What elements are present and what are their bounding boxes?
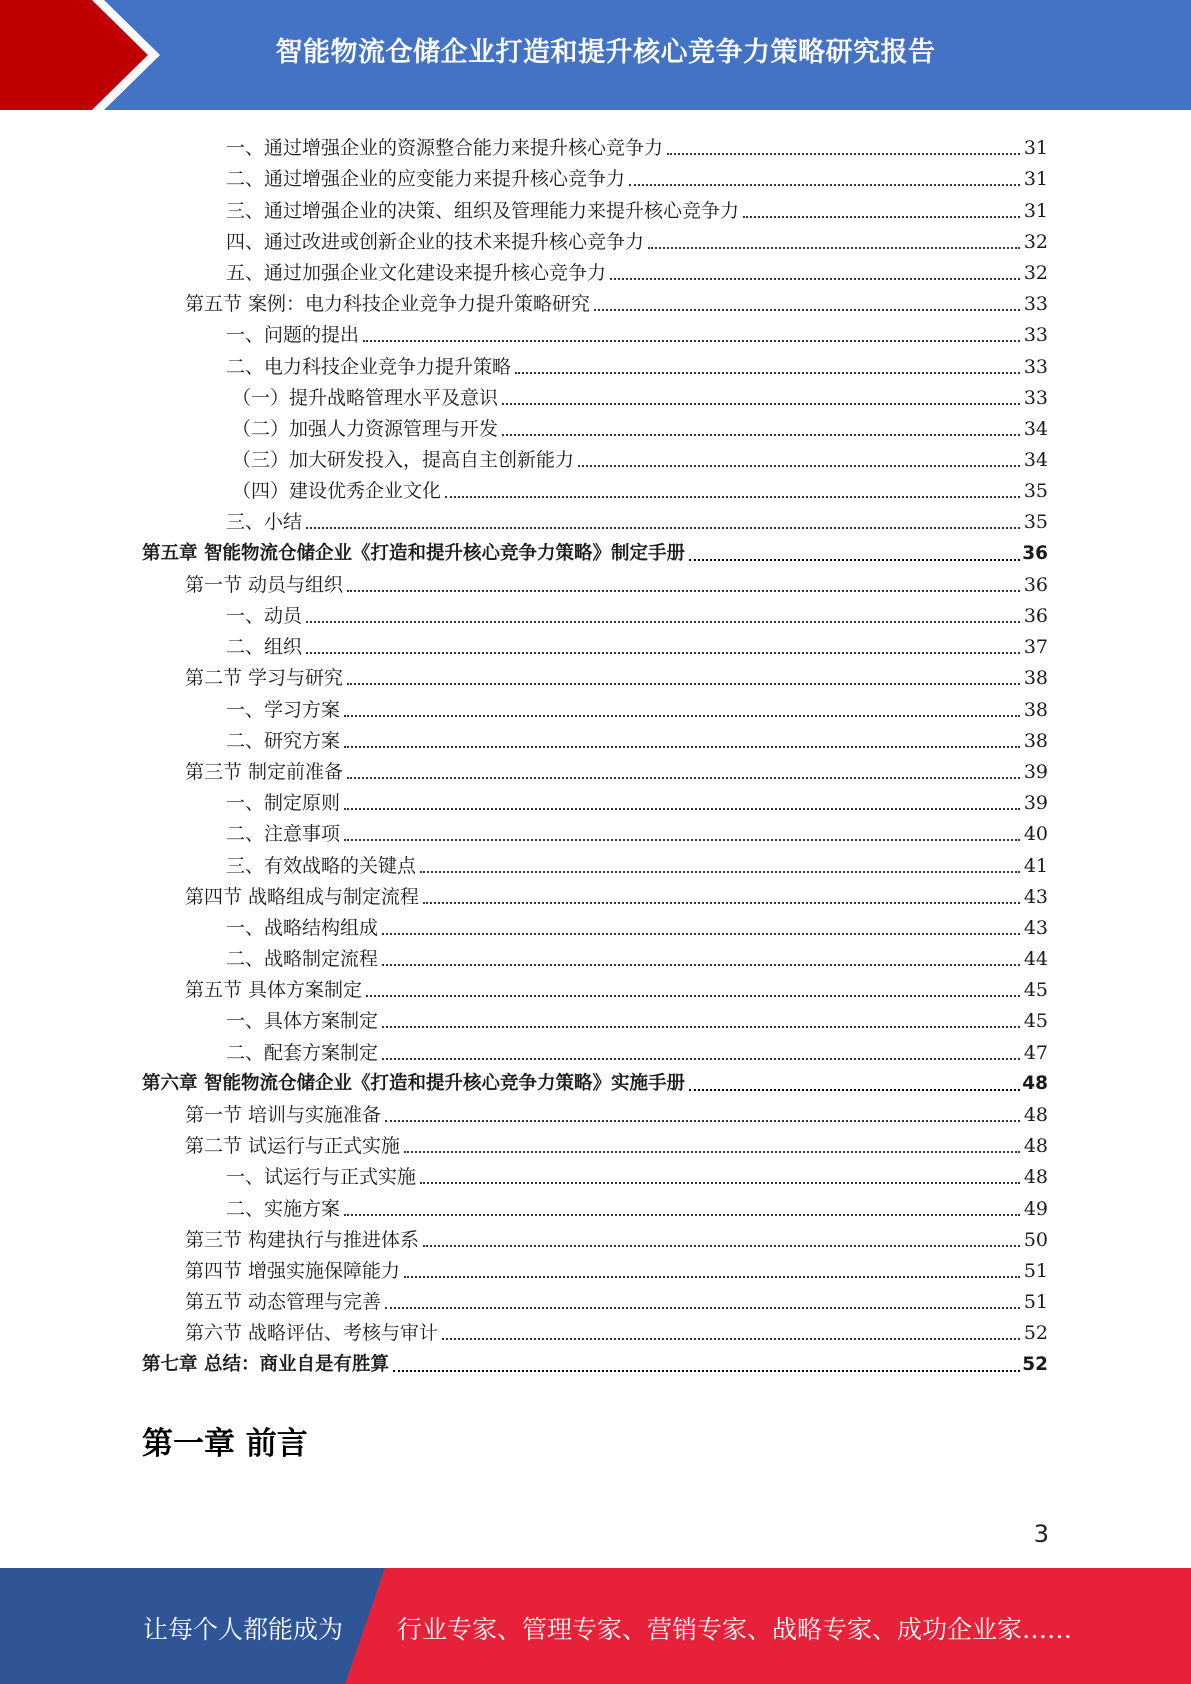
toc-entry-page: 51 xyxy=(1023,1259,1048,1282)
toc-entry-title: 五、通过加强企业文化建设来提升核心竞争力 xyxy=(226,261,607,284)
toc-entry-page: 34 xyxy=(1023,417,1048,440)
toc-entry[interactable] xyxy=(0,721,1191,752)
toc-entry-title: 第五节 案例：电力科技企业竞争力提升策略研究 xyxy=(185,293,591,316)
toc-entry-title: 第六章 智能物流仓储企业《打造和提升核心竞争力策略》实施手册 xyxy=(142,1072,685,1094)
toc-entry-title: 第四节 战略组成与制定流程 xyxy=(185,885,420,908)
toc-entry-title: 第一节 动员与组织 xyxy=(185,573,344,596)
toc-entry-page: 48 xyxy=(1023,1135,1048,1158)
toc-dot-leader xyxy=(382,933,1020,935)
toc-entry-page: 41 xyxy=(1023,854,1048,877)
toc-dot-leader xyxy=(366,995,1020,997)
toc-entry[interactable] xyxy=(0,1251,1191,1282)
toc-entry-title: 一、动员 xyxy=(226,605,303,627)
toc-entry[interactable] xyxy=(0,1032,1191,1063)
toc-dot-leader xyxy=(420,1182,1020,1184)
toc-dot-leader xyxy=(404,1151,1020,1153)
page-number: 3 xyxy=(1033,1520,1049,1548)
toc-entry-title: 四、通过改进或创新企业的技术来提升核心竞争力 xyxy=(226,230,645,253)
toc-entry-page: 34 xyxy=(1023,449,1048,472)
toc-entry[interactable] xyxy=(0,378,1191,409)
toc-dot-leader xyxy=(344,839,1020,841)
toc-entry-page: 38 xyxy=(1023,729,1048,752)
toc-entry-title: 第一节 培训与实施准备 xyxy=(185,1104,382,1126)
toc-entry-page: 44 xyxy=(1023,948,1048,971)
toc-entry-page: 39 xyxy=(1023,760,1048,783)
toc-entry-page: 43 xyxy=(1023,916,1048,939)
toc-entry[interactable] xyxy=(0,752,1191,783)
toc-entry-title: （三）加大研发投入，提高自主创新能力 xyxy=(232,449,575,472)
toc-entry[interactable] xyxy=(0,939,1191,970)
toc-dot-leader xyxy=(344,1214,1020,1216)
toc-entry[interactable] xyxy=(0,689,1191,720)
toc-dot-leader xyxy=(382,964,1020,966)
toc-entry-page: 39 xyxy=(1023,792,1048,815)
toc-entry-title: 第五节 动态管理与完善 xyxy=(185,1291,382,1314)
toc-entry-title: 二、配套方案制定 xyxy=(226,1041,379,1064)
header-title: 智能物流仓储企业打造和提升核心竞争力策略研究报告 xyxy=(275,37,936,68)
toc-entry[interactable] xyxy=(0,1313,1191,1344)
toc-entry[interactable] xyxy=(0,502,1191,533)
toc-entry-title: （四）建设优秀企业文化 xyxy=(232,480,442,503)
footer-slogan-left: 让每个人都能成为 xyxy=(143,1615,344,1644)
toc-entry[interactable] xyxy=(0,409,1191,440)
toc-entry-page: 47 xyxy=(1023,1041,1048,1064)
toc-entry-title: 第五节 具体方案制定 xyxy=(185,979,363,1002)
toc-dot-leader xyxy=(344,746,1020,748)
toc-dot-leader xyxy=(502,434,1020,436)
toc-entry[interactable] xyxy=(0,159,1191,190)
toc-entry[interactable] xyxy=(0,346,1191,377)
toc-entry-page: 49 xyxy=(1023,1197,1048,1220)
toc-entry-title: 二、战略制定流程 xyxy=(226,948,379,971)
toc-entry-title: 第二节 试运行与正式实施 xyxy=(185,1135,401,1158)
toc-entry[interactable] xyxy=(0,253,1191,284)
toc-dot-leader xyxy=(306,621,1020,623)
toc-entry[interactable] xyxy=(0,1220,1191,1251)
toc-entry[interactable] xyxy=(0,814,1191,845)
toc-dot-leader xyxy=(344,715,1020,717)
toc-entry-page: 48 xyxy=(1023,1166,1048,1189)
toc-entry-title: 二、实施方案 xyxy=(226,1197,341,1220)
toc-dot-leader xyxy=(502,403,1020,405)
toc-entry-title: 第三节 构建执行与推进体系 xyxy=(185,1228,420,1251)
toc-entry-title: 第七章 总结：商业自是有胜算 xyxy=(142,1353,389,1375)
toc-entry-page: 33 xyxy=(1023,386,1048,409)
toc-entry[interactable] xyxy=(0,190,1191,221)
toc-entry-page: 31 xyxy=(1023,137,1048,160)
toc-entry[interactable] xyxy=(0,658,1191,689)
toc-entry[interactable] xyxy=(0,596,1191,627)
toc-entry[interactable] xyxy=(0,1282,1191,1313)
toc-dot-leader xyxy=(445,496,1020,498)
toc-entry-title: （一）提升战略管理水平及意识 xyxy=(232,386,499,409)
header-banner xyxy=(0,0,1191,110)
toc-entry[interactable] xyxy=(0,908,1191,939)
toc-entry[interactable] xyxy=(0,533,1191,564)
toc-dot-leader xyxy=(648,247,1020,249)
toc-entry-title: 一、学习方案 xyxy=(226,698,341,721)
toc-dot-leader xyxy=(347,777,1020,779)
toc-entry-page: 52 xyxy=(1023,1322,1048,1345)
toc-entry-page: 45 xyxy=(1023,979,1048,1002)
toc-dot-leader xyxy=(306,652,1020,654)
toc-entry-title: 第四节 增强实施保障能力 xyxy=(185,1259,401,1282)
toc-entry-title: 一、制定原则 xyxy=(226,792,341,815)
toc-entry-title: 第五章 智能物流仓储企业《打造和提升核心竞争力策略》制定手册 xyxy=(142,542,685,564)
toc-entry-title: 一、具体方案制定 xyxy=(226,1010,379,1033)
toc-entry[interactable] xyxy=(0,1188,1191,1219)
toc-dot-leader xyxy=(420,871,1020,873)
toc-entry-page: 43 xyxy=(1023,885,1048,908)
toc-entry[interactable] xyxy=(0,565,1191,596)
toc-dot-leader xyxy=(743,216,1020,218)
toc-dot-leader xyxy=(594,309,1020,311)
toc-dot-leader xyxy=(442,1338,1020,1340)
toc-entry[interactable] xyxy=(0,970,1191,1001)
toc-entry[interactable] xyxy=(0,315,1191,346)
toc-entry-page: 51 xyxy=(1023,1291,1048,1314)
toc-entry[interactable] xyxy=(0,440,1191,471)
toc-dot-leader xyxy=(515,372,1020,374)
toc-dot-leader xyxy=(306,527,1020,529)
toc-entry-title: 三、通过增强企业的决策、组织及管理能力来提升核心竞争力 xyxy=(226,199,740,222)
toc-entry-page: 48 xyxy=(1023,1104,1048,1126)
toc-entry-page: 50 xyxy=(1023,1228,1048,1251)
toc-entry[interactable] xyxy=(0,1344,1191,1375)
toc-entry-page: 52 xyxy=(1022,1353,1048,1375)
toc-entry-title: （二）加强人力资源管理与开发 xyxy=(232,417,499,440)
toc-entry[interactable] xyxy=(0,1064,1191,1095)
chapter-heading: 第一章 前言 xyxy=(142,1426,308,1462)
toc-entry-title: 一、问题的提出 xyxy=(226,324,360,347)
toc-entry[interactable] xyxy=(0,1126,1191,1157)
toc-dot-leader xyxy=(689,1089,1020,1091)
toc-entry-page: 32 xyxy=(1023,230,1048,253)
toc-entry-title: 一、通过增强企业的资源整合能力来提升核心竞争力 xyxy=(226,137,664,160)
toc-dot-leader xyxy=(629,184,1020,186)
toc-entry[interactable] xyxy=(0,471,1191,502)
toc-entry-title: 三、有效战略的关键点 xyxy=(226,854,417,877)
toc-entry[interactable] xyxy=(0,222,1191,253)
footer-slogan-right: 行业专家、管理专家、营销专家、战略专家、成功企业家…… xyxy=(397,1615,1073,1644)
toc-entry-title: 二、组织 xyxy=(226,636,303,659)
toc-entry-title: 二、研究方案 xyxy=(226,729,341,752)
toc-entry-title: 一、战略结构组成 xyxy=(226,916,379,939)
toc-entry-title: 二、注意事项 xyxy=(226,823,341,846)
toc-dot-leader xyxy=(363,340,1020,342)
toc-dot-leader xyxy=(385,1120,1020,1122)
toc-dot-leader xyxy=(385,1307,1020,1309)
toc-entry-page: 31 xyxy=(1023,199,1048,222)
toc-dot-leader xyxy=(423,1245,1020,1247)
toc-entry[interactable] xyxy=(0,284,1191,315)
toc-entry-page: 31 xyxy=(1023,168,1048,191)
toc-entry-page: 36 xyxy=(1023,605,1048,627)
toc-entry[interactable] xyxy=(0,1001,1191,1032)
toc-entry-title: 第三节 制定前准备 xyxy=(185,760,344,783)
toc-entry-page: 33 xyxy=(1023,293,1048,316)
toc-entry[interactable] xyxy=(0,783,1191,814)
toc-entry-title: 三、小结 xyxy=(226,511,303,534)
toc-entry-page: 37 xyxy=(1023,636,1048,659)
toc-entry-title: 二、电力科技企业竞争力提升策略 xyxy=(226,355,512,378)
toc-entry-page: 36 xyxy=(1022,542,1048,564)
toc-dot-leader xyxy=(382,1026,1020,1028)
toc-entry-page: 32 xyxy=(1023,261,1048,284)
toc-entry[interactable] xyxy=(0,1095,1191,1126)
toc-entry[interactable] xyxy=(0,627,1191,658)
toc-dot-leader xyxy=(393,1370,1020,1372)
toc-entry-page: 35 xyxy=(1023,480,1048,503)
toc-dot-leader xyxy=(344,808,1020,810)
toc-entry-page: 38 xyxy=(1023,667,1048,690)
toc-entry-page: 45 xyxy=(1023,1010,1048,1033)
table-of-contents xyxy=(0,128,1191,1376)
toc-entry[interactable] xyxy=(0,845,1191,876)
footer-banner xyxy=(0,1568,1191,1684)
toc-dot-leader xyxy=(347,590,1020,592)
toc-entry-page: 40 xyxy=(1023,823,1048,846)
toc-dot-leader xyxy=(578,465,1020,467)
toc-entry-page: 48 xyxy=(1022,1072,1048,1094)
toc-entry-page: 38 xyxy=(1023,698,1048,721)
toc-entry-title: 第二节 学习与研究 xyxy=(185,667,344,690)
toc-entry-page: 33 xyxy=(1023,355,1048,378)
toc-dot-leader xyxy=(382,1058,1020,1060)
toc-entry-title: 第六节 战略评估、考核与审计 xyxy=(185,1322,439,1345)
toc-dot-leader xyxy=(404,1276,1020,1278)
toc-entry-title: 一、试运行与正式实施 xyxy=(226,1166,417,1189)
toc-dot-leader xyxy=(347,683,1020,685)
toc-dot-leader xyxy=(610,278,1020,280)
toc-entry[interactable] xyxy=(0,877,1191,908)
toc-dot-leader xyxy=(667,153,1020,155)
toc-entry-title: 二、通过增强企业的应变能力来提升核心竞争力 xyxy=(226,168,626,191)
toc-dot-leader xyxy=(689,559,1020,561)
toc-entry-page: 35 xyxy=(1023,511,1048,534)
toc-entry[interactable] xyxy=(0,1157,1191,1188)
toc-entry[interactable] xyxy=(0,128,1191,159)
toc-entry-page: 36 xyxy=(1023,573,1048,596)
toc-dot-leader xyxy=(423,902,1020,904)
toc-entry-page: 33 xyxy=(1023,324,1048,347)
